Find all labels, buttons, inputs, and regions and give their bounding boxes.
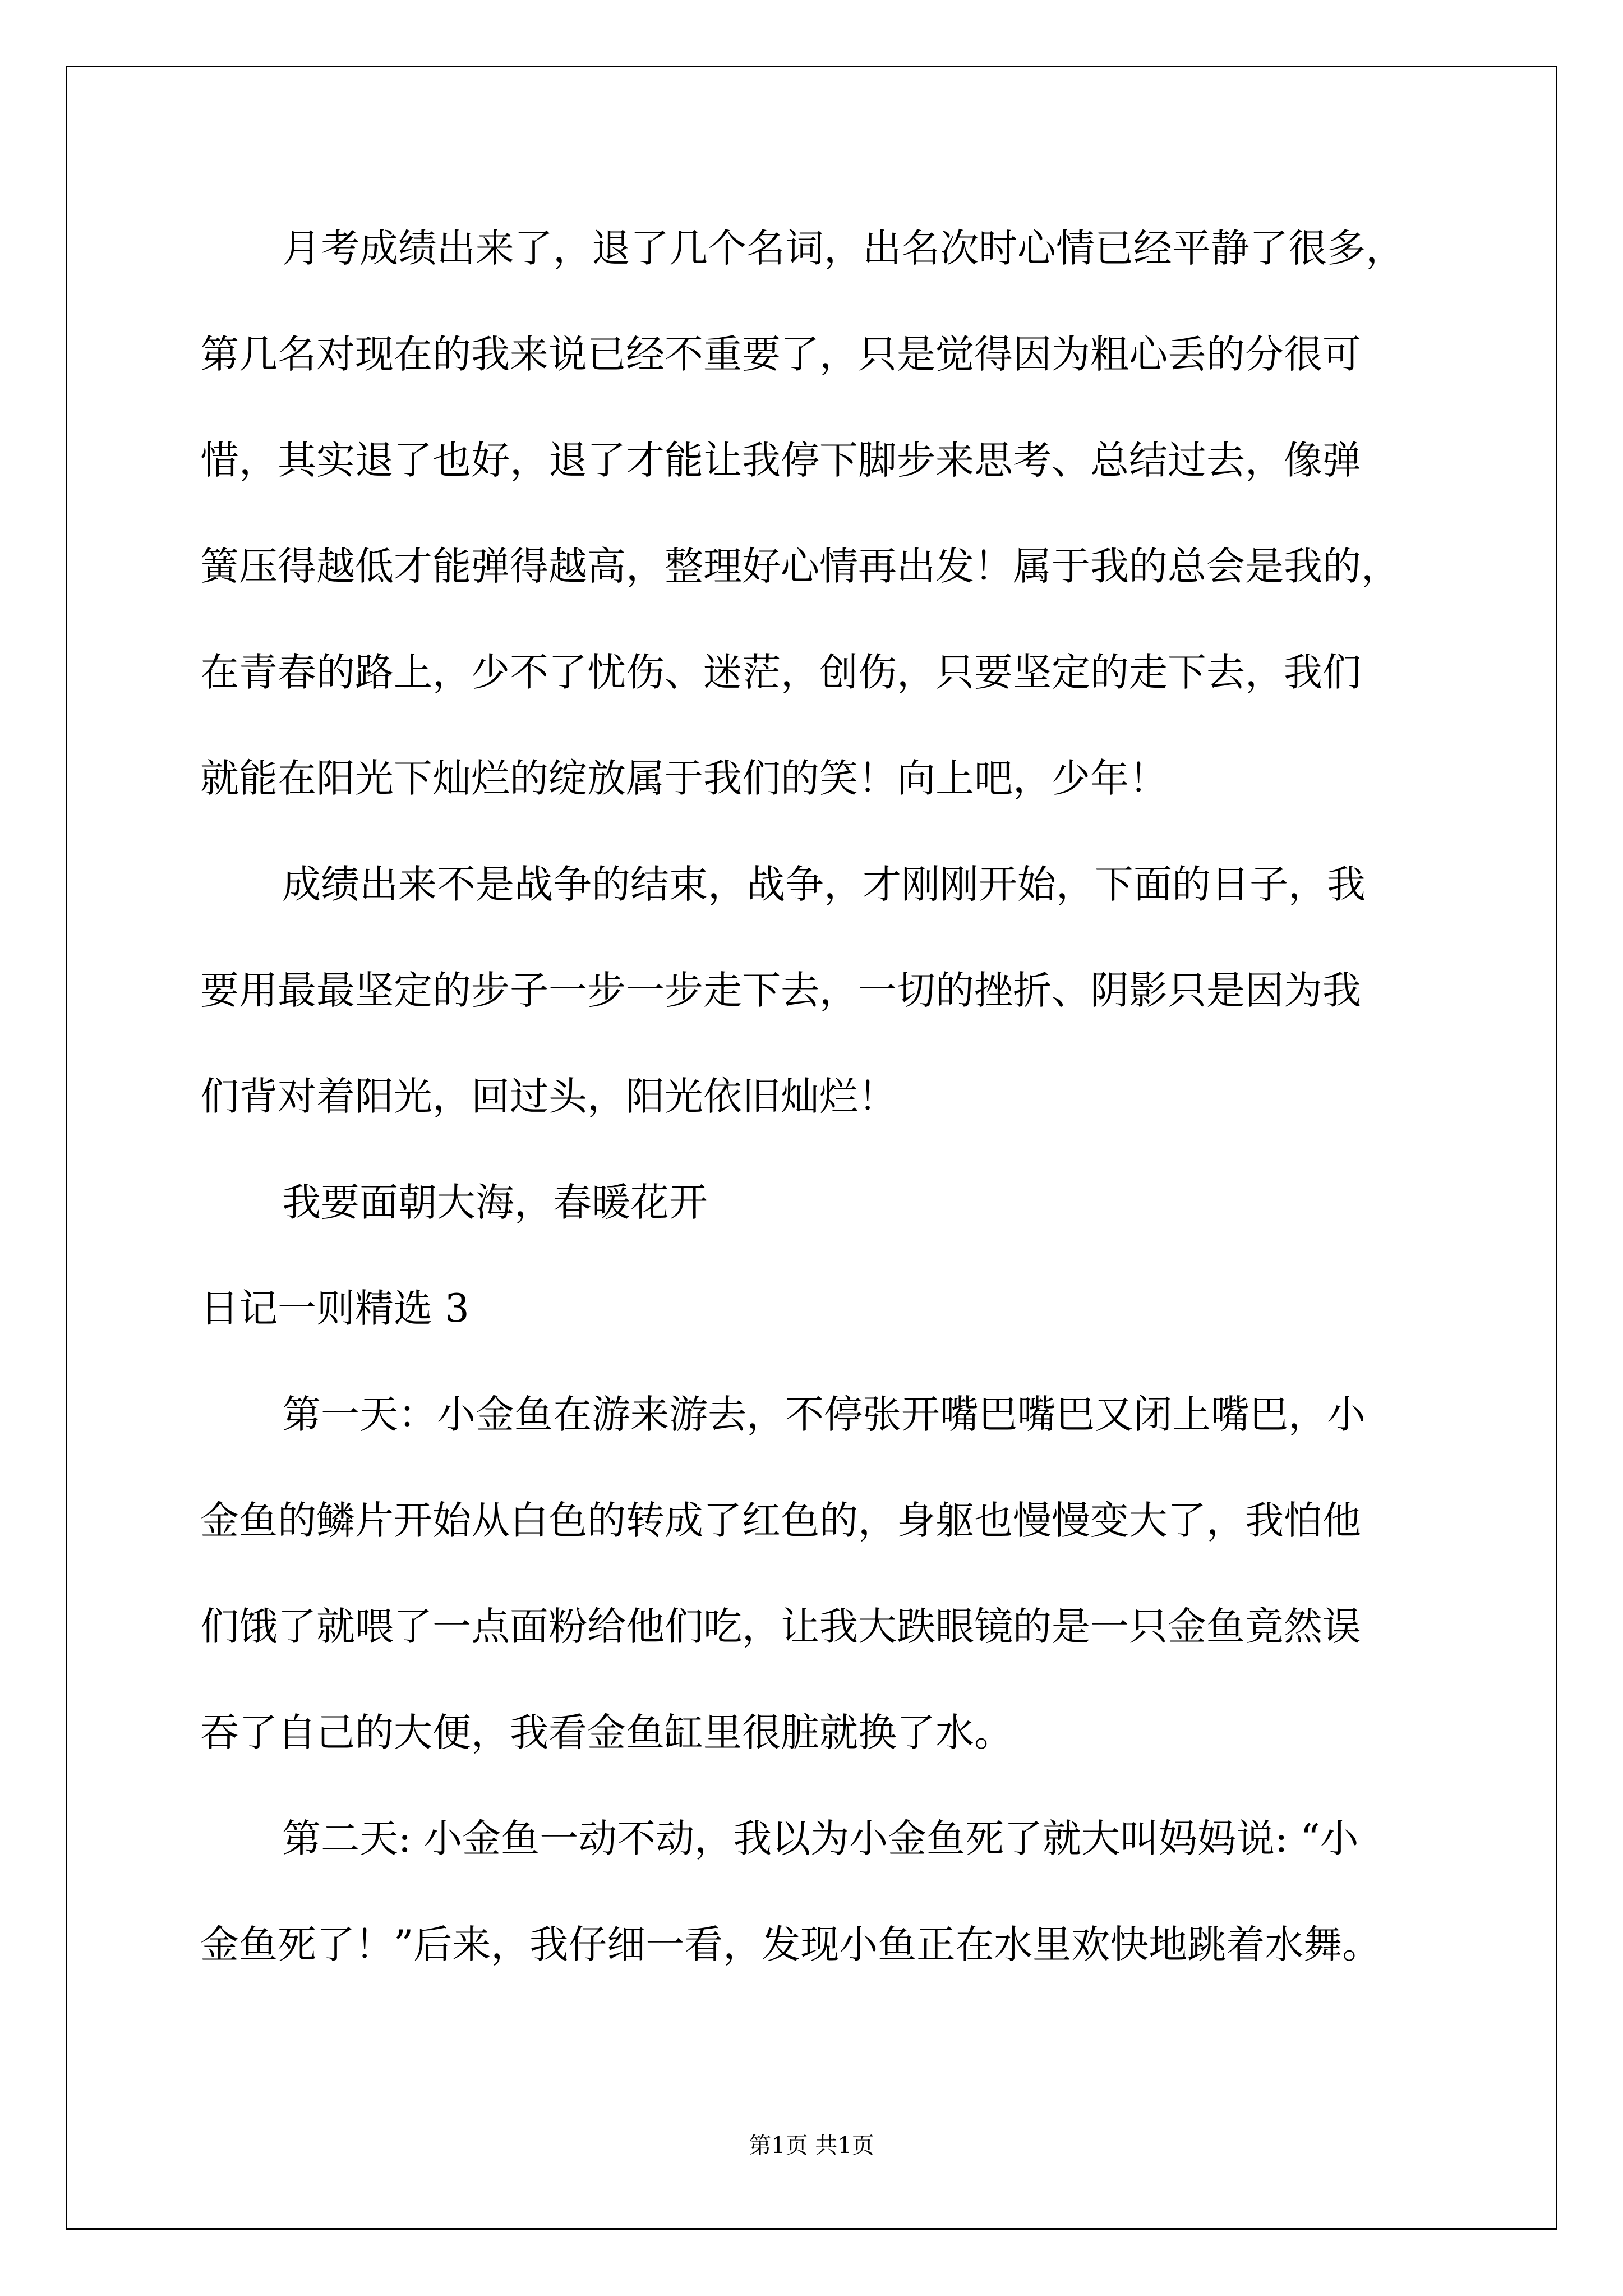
paragraph-5-line-1: 第二天: 小金鱼一动不动，我以为小金鱼死了就大叫妈妈说: “小: [282, 1816, 1359, 1861]
paragraph-5-line-2: 金鱼死了！”后来，我仔细一看，发现小鱼正在水里欢快地跳着水舞。: [200, 1922, 1381, 1967]
paragraph-4-line-2: 金鱼的鳞片开始从白色的转成了红色的，身躯也慢慢变大了，我怕他: [200, 1498, 1361, 1543]
paragraph-1-line-3: 惜，其实退了也好，退了才能让我停下脚步来思考、总结过去，像弹: [200, 438, 1361, 483]
paragraph-1-line-2: 第几名对现在的我来说已经不重要了，只是觉得因为粗心丢的分很可: [200, 332, 1361, 377]
paragraph-4-line-3: 们饿了就喂了一点面粉给他们吃，让我大跌眼镜的是一只金鱼竟然误: [200, 1604, 1361, 1649]
section-heading: 日记一则精选 3: [200, 1286, 469, 1331]
paragraph-2-line-2: 要用最最坚定的步子一步一步走下去，一切的挫折、阴影只是因为我: [200, 968, 1361, 1013]
paragraph-1-line-6: 就能在阳光下灿烂的绽放属于我们的笑！向上吧，少年！: [200, 756, 1168, 801]
page-border: [66, 66, 1557, 2230]
page-footer: 第1页 共1页: [749, 2133, 874, 2159]
paragraph-1-line-1: 月考成绩出来了，退了几个名词，出名次时心情已经平静了很多，: [282, 226, 1404, 271]
paragraph-1-line-5: 在青春的路上，少不了忧伤、迷茫，创伤，只要坚定的走下去，我们: [200, 650, 1361, 695]
paragraph-4-line-1: 第一天：小金鱼在游来游去，不停张开嘴巴嘴巴又闭上嘴巴，小: [282, 1392, 1366, 1437]
paragraph-2-line-3: 们背对着阳光，回过头，阳光依旧灿烂！: [200, 1074, 897, 1119]
paragraph-3-line-1: 我要面朝大海，春暖花开: [282, 1180, 708, 1225]
paragraph-2-line-1: 成绩出来不是战争的结束，战争，才刚刚开始，下面的日子，我: [282, 862, 1366, 907]
paragraph-4-line-4: 吞了自己的大便，我看金鱼缸里很脏就换了水。: [200, 1710, 1013, 1755]
paragraph-1-line-4: 簧压得越低才能弹得越高，整理好心情再出发！属于我的总会是我的，: [200, 544, 1400, 589]
